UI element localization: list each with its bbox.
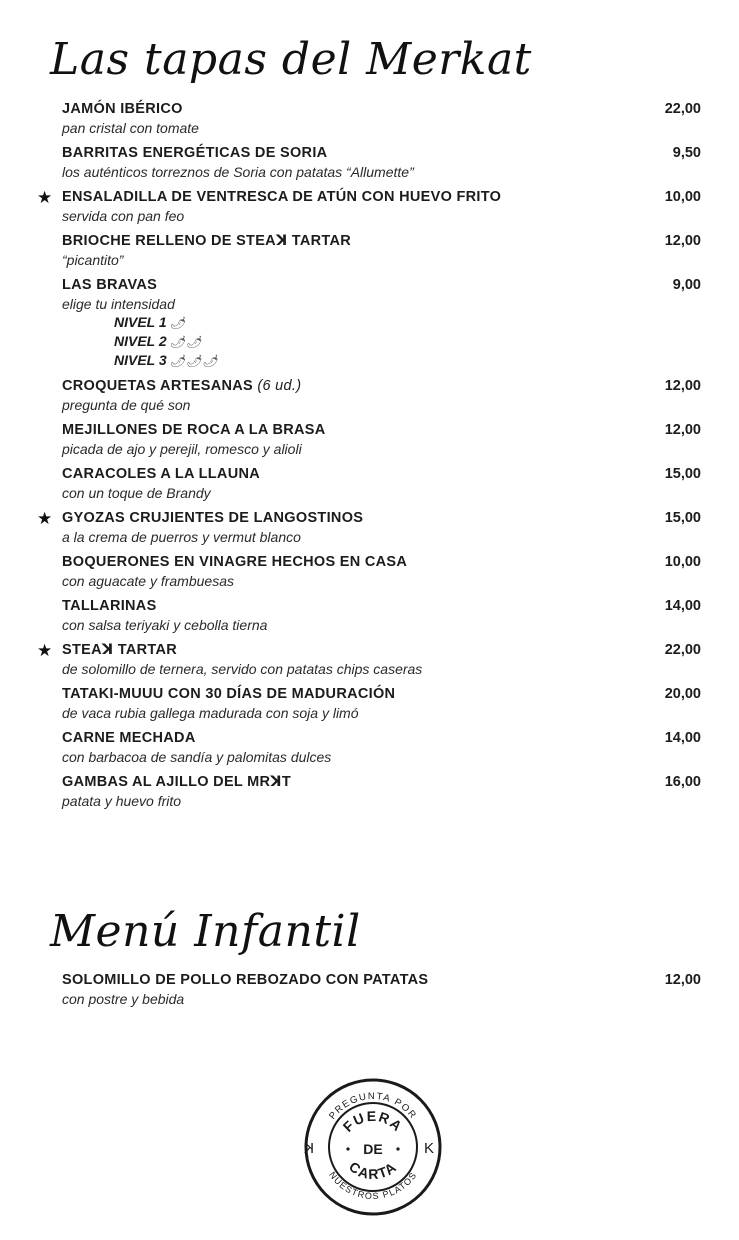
- item-name: CARNE MECHADA: [62, 730, 196, 746]
- item-description: con un toque de Brandy: [62, 485, 211, 501]
- item-price: 14,00: [664, 598, 701, 614]
- item-description: servida con pan feo: [62, 208, 185, 224]
- menu-item: [0, 685, 739, 722]
- item-name: ENSALADILLA DE VENTRESCA DE ATÚN CON HUEVO FRITO: [62, 189, 502, 205]
- item-price: 20,00: [664, 686, 701, 702]
- menu-item: [0, 232, 739, 269]
- menu-item: [0, 641, 739, 678]
- menu-item: [0, 100, 739, 137]
- infantil-section-title: Menú Infantil: [50, 906, 361, 957]
- badge-line2: DE: [363, 1141, 383, 1157]
- item-name: BOQUERONES EN VINAGRE HECHOS EN CASA: [62, 554, 408, 570]
- fuera-de-carta-badge: [303, 1077, 443, 1217]
- item-name: TALLARINAS: [62, 598, 157, 614]
- item-name: SOLOMILLO DE POLLO REBOZADO CON PATATAS: [62, 972, 429, 988]
- item-description: de vaca rubia gallega madurada con soja y limó: [62, 705, 359, 721]
- item-name-text: CROQUETAS ARTESANAS: [62, 378, 253, 394]
- badge-k-right: K: [424, 1140, 435, 1157]
- item-description: elige tu intensidad: [62, 296, 175, 312]
- menu-item: [0, 276, 739, 370]
- item-price: 14,00: [664, 730, 701, 746]
- star-icon: ★: [37, 188, 53, 207]
- item-description: los auténticos torreznos de Soria con patatas “Allumette”: [62, 164, 414, 180]
- item-name: [62, 377, 301, 396]
- tapas-menu-list: [0, 100, 739, 817]
- item-name: MEJILLONES DE ROCA A LA BRASA: [62, 422, 326, 438]
- menu-item: [0, 597, 739, 634]
- item-description: patata y huevo frito: [62, 793, 182, 809]
- chili-icon: 🌶🌶🌶: [169, 354, 219, 368]
- star-icon: ★: [37, 509, 53, 528]
- item-description: “picantito”: [62, 252, 124, 268]
- badge-top-text: PREGUNTA POR: [327, 1090, 419, 1122]
- item-price: 16,00: [664, 774, 701, 790]
- menu-item: [0, 144, 739, 181]
- item-name: CARACOLES A LA LLAUNA: [62, 466, 261, 482]
- item-price: 12,00: [664, 972, 701, 988]
- chili-icon: 🌶🌶: [169, 335, 203, 349]
- item-description: con salsa teriyaki y cebolla tierna: [62, 617, 268, 633]
- menu-item: [0, 188, 739, 225]
- badge-dot-left: [346, 1147, 349, 1150]
- spice-level: [114, 332, 739, 351]
- badge-line1: FUERA: [339, 1107, 407, 1135]
- menu-item: [0, 377, 739, 414]
- item-price: 15,00: [664, 466, 701, 482]
- menu-item: [0, 729, 739, 766]
- menu-item: [0, 773, 739, 810]
- badge-line3: CARTA: [346, 1158, 400, 1183]
- item-description: pregunta de qué son: [62, 397, 191, 413]
- item-price: 12,00: [664, 422, 701, 438]
- item-quantity: (6 ud.): [257, 378, 302, 394]
- spice-level: [114, 313, 739, 332]
- item-price: 22,00: [664, 642, 701, 658]
- spice-levels: [114, 313, 739, 370]
- item-price: 12,00: [664, 378, 701, 394]
- star-icon: ★: [37, 641, 53, 660]
- item-price: 9,00: [672, 277, 701, 293]
- item-price: 10,00: [664, 554, 701, 570]
- item-price: 15,00: [664, 510, 701, 526]
- item-name: GAMBAS AL AJILLO DEL MRꓘT: [62, 774, 291, 790]
- item-price: 9,50: [672, 145, 701, 161]
- item-name: BRIOCHE RELLENO DE STEAꓘ TARTAR: [62, 233, 352, 249]
- spice-level-label: NIVEL 1: [114, 314, 167, 330]
- menu-item: [0, 465, 739, 502]
- spice-level-label: NIVEL 3: [114, 352, 167, 368]
- item-name: JAMÓN IBÉRICO: [62, 101, 183, 117]
- item-name: LAS BRAVAS: [62, 277, 158, 293]
- item-price: 22,00: [664, 101, 701, 117]
- item-description: a la crema de puerros y vermut blanco: [62, 529, 301, 545]
- menu-item: [0, 971, 739, 1008]
- item-price: 10,00: [664, 189, 701, 205]
- item-description: con barbacoa de sandía y palomitas dulces: [62, 749, 332, 765]
- item-name: TATAKI-MUUU CON 30 DÍAS DE MADURACIÓN: [62, 686, 396, 702]
- menu-item: [0, 509, 739, 546]
- item-description: con aguacate y frambuesas: [62, 573, 234, 589]
- item-description: con postre y bebida: [62, 991, 185, 1007]
- item-description: pan cristal con tomate: [62, 120, 199, 136]
- item-description: picada de ajo y perejil, romesco y alioli: [62, 441, 302, 457]
- item-name: GYOZAS CRUJIENTES DE LANGOSTINOS: [62, 510, 364, 526]
- chili-icon: 🌶: [169, 316, 186, 330]
- item-name: BARRITAS ENERGÉTICAS DE SORIA: [62, 145, 328, 161]
- item-description: de solomillo de ternera, servido con patatas chips caseras: [62, 661, 423, 677]
- infantil-menu-list: [0, 971, 739, 1015]
- badge-bottom-text: NUESTROS PLATOS: [327, 1169, 419, 1202]
- menu-item: [0, 553, 739, 590]
- spice-level-label: NIVEL 2: [114, 333, 167, 349]
- badge-k-left: K: [303, 1140, 314, 1157]
- item-price: 12,00: [664, 233, 701, 249]
- tapas-section-title: Las tapas del Merkat: [50, 34, 532, 85]
- badge-dot-right: [396, 1147, 399, 1150]
- menu-item: [0, 421, 739, 458]
- item-name: STEAꓘ TARTAR: [62, 642, 177, 658]
- spice-level: [114, 351, 739, 370]
